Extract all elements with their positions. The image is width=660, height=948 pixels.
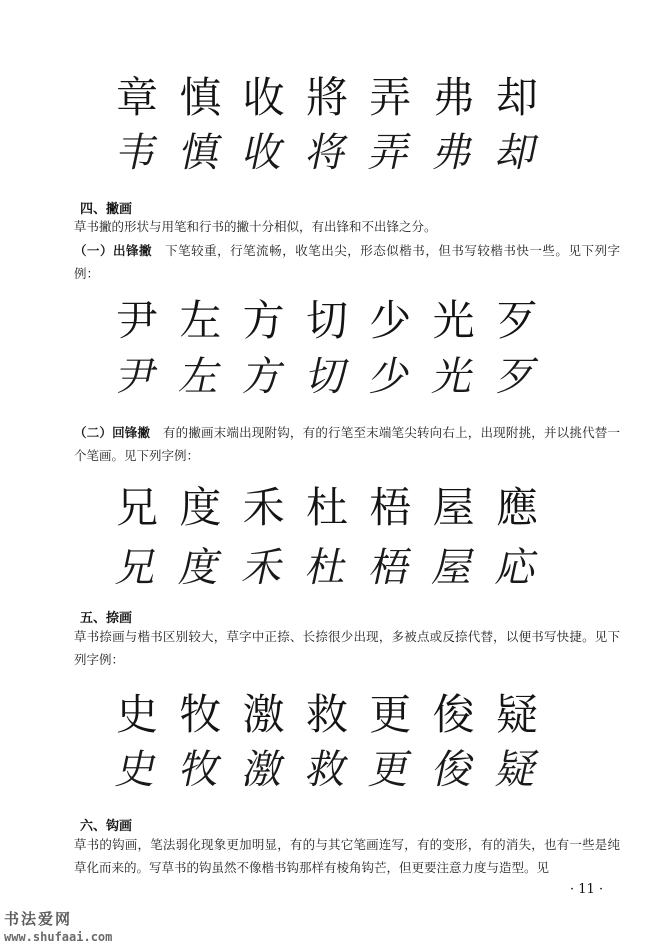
char-row-4-kaishu-char-6: 俊 (432, 690, 475, 739)
section-5-heading: 五、捺画 (80, 611, 133, 626)
char-row-4-kaishu-char-4: 救 (305, 690, 348, 739)
char-row-4-caoshu-char-2: 牧 (175, 747, 226, 793)
char-row-4-kaishu (112, 690, 542, 740)
returnstroke-term: （二）回锋撇 (74, 425, 151, 440)
char-row-3-kaishu-char-6: 屋 (432, 483, 475, 532)
char-row-1-caoshu-char-2: 慎 (175, 130, 226, 176)
char-row-4-caoshu-char-1: 史 (112, 747, 162, 793)
char-row-3-caoshu-char-6: 屋 (428, 545, 479, 591)
char-row-1-caoshu (107, 128, 548, 178)
char-row-4-kaishu-char-5: 更 (369, 690, 412, 739)
char-row-1-caoshu-char-7: 却 (492, 130, 542, 176)
section-4-returnstroke-para (74, 421, 620, 467)
char-row-4-caoshu-char-7: 疑 (492, 747, 542, 793)
char-row-3-kaishu-char-3: 禾 (242, 483, 285, 532)
char-row-3-caoshu-char-2: 度 (175, 545, 226, 591)
site-watermark-name: 书法爱网 (4, 910, 73, 928)
char-row-1-kaishu (112, 73, 542, 123)
char-row-2-caoshu-char-3: 方 (238, 354, 289, 400)
char-row-3-caoshu-char-1: 兄 (112, 545, 162, 591)
char-row-2-caoshu-char-6: 光 (428, 354, 479, 400)
char-row-2-kaishu-char-6: 光 (432, 296, 475, 345)
char-row-3-kaishu-char-7: 應 (495, 483, 538, 532)
char-row-3-kaishu-char-5: 梧 (369, 483, 412, 532)
char-row-1-caoshu-char-4: 将 (302, 130, 352, 176)
char-row-2-caoshu (107, 352, 548, 402)
outstroke-term: （一）出锋撇 (74, 243, 153, 258)
char-row-4-kaishu-char-1: 史 (115, 690, 158, 739)
section-6-heading: 六、钩画 (80, 819, 133, 834)
char-row-1-caoshu-char-6: 弗 (428, 130, 479, 176)
char-row-1-kaishu-char-3: 收 (242, 73, 285, 122)
returnstroke-text: 有的撇画末端出现附钩，有的行笔至末端笔尖转向右上，出现附挑，并以挑代替一个笔画。见下列字例： (74, 425, 620, 463)
char-row-2-kaishu-char-5: 少 (369, 296, 412, 345)
char-row-2-caoshu-char-7: 歹 (492, 354, 542, 400)
char-row-1-kaishu-char-4: 將 (305, 73, 348, 122)
char-row-2-kaishu-char-3: 方 (242, 296, 285, 345)
char-row-2-kaishu-char-2: 左 (179, 296, 222, 345)
char-row-4-kaishu-char-7: 疑 (495, 690, 538, 739)
section-6-para: 草书的钩画，笔法弱化现象更加明显，有的与其它笔画连写，有的变形，有的消失，也有一些是纯草化而来的。写草书的钩虽然不像楷书钩那样有棱角钩芒，但更要注意力度与造型。见 (74, 837, 620, 875)
char-row-3-caoshu-char-3: 禾 (238, 545, 289, 591)
char-row-2-kaishu-char-7: 歹 (495, 296, 538, 345)
char-row-1-caoshu-char-3: 收 (238, 130, 289, 176)
char-row-3-kaishu-char-2: 度 (179, 483, 222, 532)
char-row-3-kaishu-char-1: 兄 (115, 483, 158, 532)
char-row-4-caoshu-char-6: 俊 (428, 747, 479, 793)
char-row-2-caoshu-char-5: 少 (365, 354, 416, 400)
char-row-1-kaishu-char-5: 弄 (369, 73, 412, 122)
char-row-4-caoshu-char-5: 更 (365, 747, 416, 793)
char-row-1-kaishu-char-1: 章 (115, 73, 158, 122)
site-watermark-url: www.shufaai.com (4, 930, 113, 944)
char-row-1-kaishu-char-6: 弗 (432, 73, 475, 122)
char-row-3-caoshu-char-5: 梧 (365, 545, 416, 591)
section-4-intro: 草书撇的形状与用笔和行书的撇十分相似，有出锋和不出锋之分。 (74, 219, 437, 234)
char-row-3-caoshu (107, 543, 548, 593)
page-number: · 11 · (570, 882, 604, 897)
char-row-1-caoshu-char-5: 弄 (365, 130, 416, 176)
section-4-heading: 四、撇画 (80, 202, 133, 217)
char-row-3-kaishu (112, 483, 542, 533)
char-row-1-kaishu-char-2: 慎 (179, 73, 222, 122)
char-row-2-caoshu-char-1: 尹 (112, 354, 162, 400)
char-row-4-kaishu-char-2: 牧 (179, 690, 222, 739)
outstroke-text: 下笔较重，行笔流畅，收笔出尖，形态似楷书，但书写较楷书快一些。见下列字例： (74, 243, 620, 281)
char-row-2-caoshu-char-2: 左 (175, 354, 226, 400)
char-row-3-caoshu-char-4: 杜 (302, 545, 352, 591)
char-row-4-caoshu-char-3: 激 (238, 747, 289, 793)
char-row-2-kaishu-char-1: 尹 (115, 296, 158, 345)
section-5-para: 草书捺画与楷书区别较大，草字中正捺、长捺很少出现，多被点或反捺代替，以便书写快捷。见下列字例： (74, 629, 620, 667)
char-row-1-caoshu-char-1: 韦 (112, 130, 162, 176)
section-4-outstroke-para (74, 239, 620, 285)
char-row-2-kaishu (112, 296, 542, 346)
char-row-1-kaishu-char-7: 却 (495, 73, 538, 122)
char-row-2-caoshu-char-4: 切 (302, 354, 352, 400)
char-row-2-kaishu-char-4: 切 (305, 296, 348, 345)
char-row-4-caoshu (107, 745, 548, 795)
char-row-3-kaishu-char-4: 杜 (305, 483, 348, 532)
char-row-3-caoshu-char-7: 応 (492, 545, 542, 591)
char-row-4-kaishu-char-3: 激 (242, 690, 285, 739)
char-row-4-caoshu-char-4: 救 (302, 747, 352, 793)
